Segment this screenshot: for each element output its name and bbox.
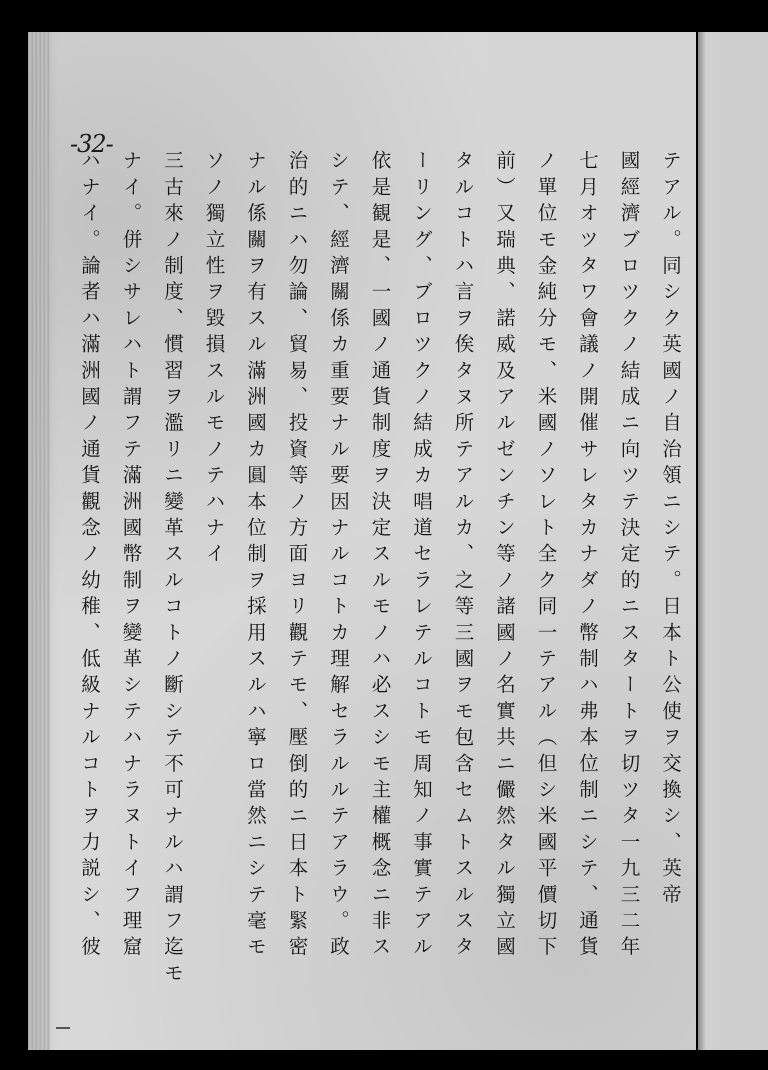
text-column-1: テアル。同シク英國ノ自治領ニシテ。日本ト公使ヲ交換シ、英帝 [659,150,682,910]
text-column-10: 治的ニハ勿論、貿易、投資等ノ方面ヨリ觀テモ、壓倒的ニ日本ト緊密 [285,150,309,963]
text-column-7: ーリング、ブロツクノ結成カ唱道セラレテルコトモ周知ノ事實テアル [410,150,433,963]
text-column-12: ソノ獨立性ヲ毀損スルモノテハナイ [202,150,226,570]
document-page [28,32,696,1050]
text-column-9: シテ、經濟關係カ重要ナル要因ナルコトカ理解セラルルテアラウ。政 [327,150,350,963]
text-column-5: 前）又瑞典、諾威及アルゼンチン等ノ諸國ノ名實共ニ儼然タル獨立國 [493,150,516,963]
text-column-8: 依是観是、一國ノ通貨制度ヲ決定スルモノハ必スシモ主權概念ニ非ス [368,150,392,963]
text-column-6: タルコトハ言ヲ俟タヌ所テアルカ、之等三國ヲモ包含セムトスルスタ [451,150,475,963]
text-column-15: ハナイ。論者ハ滿洲國ノ通貨觀念ノ幼稚、低級ナルコトヲ力説シ、彼 [78,150,101,963]
vertical-text-block [78,150,686,989]
text-column-13: 三古來ノ制度、慣習ヲ濫リニ變革スルコトノ斷シテ不可ナルハ謂フ迄モ [161,150,184,989]
margin-mark [56,1027,70,1029]
text-column-2: 國經濟ブロツクノ結成ニ向ツテ決定的ニスタートヲ切ツタ一九三二年 [617,150,641,963]
text-column-3: 七月オツタワ會議ノ開催サレタカナダノ幣制ハ弗本位制ニシテ、通貨 [576,150,599,963]
text-column-4: ノ單位モ金純分モ、米國ノソレト全ク同一テアル（但シ米國平價切下 [534,150,558,963]
text-column-11: ナル係關ヲ有スル滿洲國カ圓本位制ヲ採用スルハ寧ロ當然ニシテ毫モ [244,150,267,963]
page-binding-edge [28,32,50,1050]
adjacent-page-edge [698,32,768,1050]
text-column-14: ナイ。併シサレハト謂フテ滿洲國幣制ヲ變革シテハナラヌトイフ理窟 [119,150,143,963]
page-number: -32- [70,130,113,158]
